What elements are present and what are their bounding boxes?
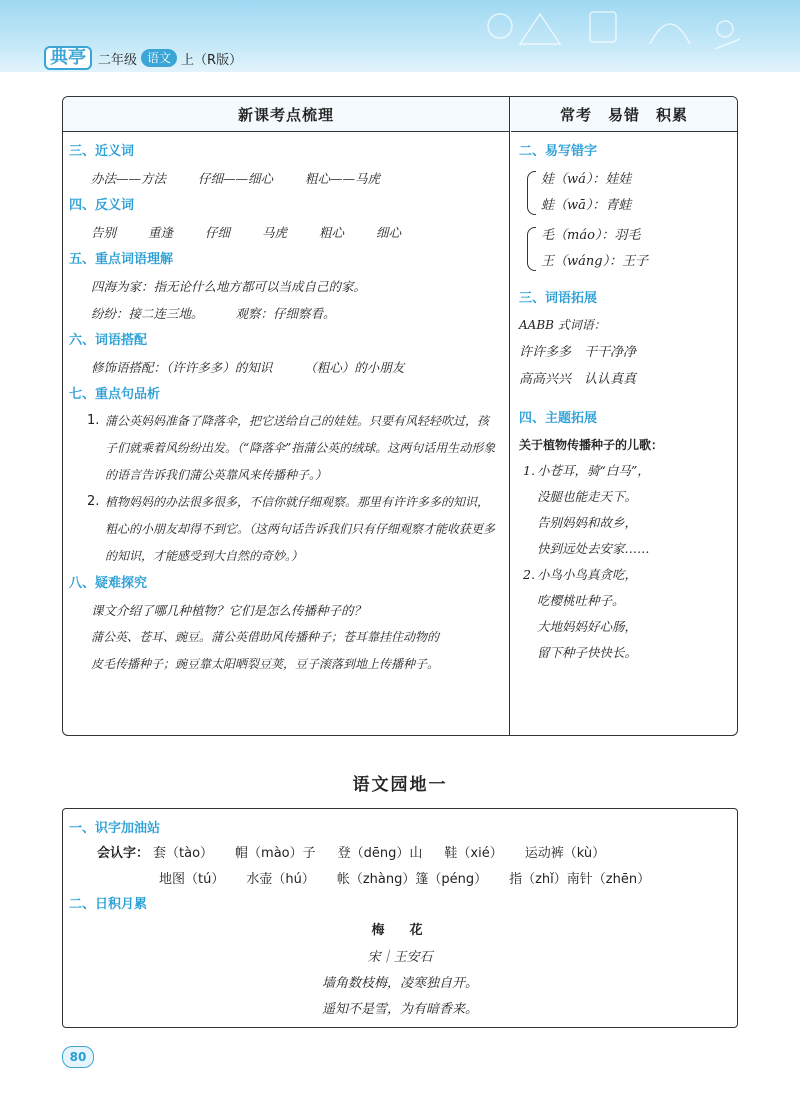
section-daily-accumulation: 二、日积月累 bbox=[69, 897, 148, 912]
char-item: 套（tào） bbox=[153, 846, 214, 861]
brace-icon bbox=[527, 171, 536, 215]
brace-icon bbox=[527, 227, 536, 271]
collocation-line bbox=[69, 354, 499, 381]
sentence-text: 蒲公英妈妈准备了降落伞，把它送给自己的娃娃。只要有风轻轻吹过，孩子们就乘着风纷纷出发。 bbox=[105, 414, 490, 455]
rhyme-line: 快到远处去安家…… bbox=[537, 541, 650, 556]
sentence-text: 植物妈妈的办法很多很多，不信你就仔细观察。那里有许许多多的知识，粗心的小朋友却得不到它。 bbox=[105, 495, 490, 536]
rhyme-text: 小鸟小鸟真贪吃， bbox=[537, 567, 638, 582]
antonym-line bbox=[69, 219, 499, 246]
item-body bbox=[105, 408, 499, 489]
antonym-word: 告别 bbox=[91, 225, 117, 240]
rhyme-line: 大地妈妈好心肠， bbox=[537, 619, 638, 634]
char-item: 帽（mào）子 bbox=[235, 846, 316, 861]
rhyme-line bbox=[519, 458, 729, 484]
collocation-entry: 修饰语搭配：（许许多多）的知识 bbox=[91, 360, 273, 375]
key-word-line bbox=[69, 300, 499, 327]
left-column-title: 新课考点梳理 bbox=[63, 97, 509, 132]
word-pattern-line: 许许多多 干干净净 bbox=[519, 345, 637, 360]
garden-box bbox=[62, 808, 738, 1028]
char-row bbox=[69, 867, 731, 893]
section-theme-expansion: 四、主题拓展 bbox=[519, 411, 598, 426]
char-item: 水壶（hú） bbox=[246, 872, 315, 887]
sentence-note: （“降落伞”指蒲公英的绒球。这两句话用生动形象的语言告诉我们蒲公英靠风来传播种子。） bbox=[105, 441, 496, 482]
char-item: 指（zhǐ）南针（zhēn） bbox=[509, 872, 651, 887]
item-body bbox=[105, 489, 499, 570]
antonym-word: 重逢 bbox=[148, 225, 174, 240]
section-collocation: 六、词语搭配 bbox=[69, 333, 148, 348]
decorative-doodles-icon bbox=[460, 4, 760, 64]
word-pattern-label: AABB 式词语： bbox=[519, 318, 606, 332]
synonym-pair: 办法——方法 bbox=[91, 171, 167, 186]
left-content bbox=[63, 132, 509, 678]
antonym-word: 细心 bbox=[376, 225, 402, 240]
edition-label: 上（R版） bbox=[181, 52, 243, 68]
char-item: 登（dēng）山 bbox=[337, 846, 423, 861]
section-literacy: 一、识字加油站 bbox=[69, 821, 161, 836]
rhyme-number: 1. bbox=[523, 463, 535, 478]
synonym-pair: 仔细——细心 bbox=[198, 171, 274, 186]
sentence-item bbox=[69, 489, 499, 570]
section-error-prone-chars: 二、易写错字 bbox=[519, 144, 598, 159]
rhyme-line bbox=[519, 562, 729, 588]
char-entry: 蛙（wā）：青蛙 bbox=[541, 198, 632, 213]
sentence-item bbox=[69, 408, 499, 489]
section-key-sentences: 七、重点句品析 bbox=[69, 387, 161, 402]
sentence-note: （这两句话告诉我们只有仔细观察才能收获更多的知识，才能感受到大自然的奇妙。） bbox=[105, 522, 496, 563]
garden-title: 语文园地一 bbox=[352, 775, 448, 795]
char-entry: 娃（wá）：娃娃 bbox=[541, 172, 632, 187]
section-key-words: 五、重点词语理解 bbox=[69, 252, 174, 267]
grade-label: 二年级 bbox=[98, 52, 138, 68]
synonym-line bbox=[69, 165, 499, 192]
synonym-pair: 粗心——马虎 bbox=[305, 171, 381, 186]
garden-content bbox=[63, 809, 737, 1023]
char-item: 地图（tú） bbox=[159, 872, 225, 887]
section-antonyms: 四、反义词 bbox=[69, 198, 135, 213]
section-word-expansion: 三、词语拓展 bbox=[519, 291, 598, 306]
key-word-entry: 观察：仔细察看。 bbox=[235, 306, 336, 321]
rhyme-line: 没腿也能走天下。 bbox=[537, 489, 638, 504]
inquiry-answer: 皮毛传播种子；豌豆靠太阳晒裂豆荚，豆子滚落到地上传播种子。 bbox=[91, 657, 440, 671]
right-column-title: 常考 易错 积累 bbox=[511, 97, 737, 132]
char-entry: 毛（máo）：羽毛 bbox=[541, 228, 641, 243]
left-column bbox=[63, 97, 510, 735]
char-entry: 王（wáng）：王子 bbox=[541, 254, 649, 269]
char-group bbox=[519, 167, 729, 219]
inquiry-question: 课文介绍了哪几种植物？它们是怎么传播种子的？ bbox=[91, 603, 367, 618]
item-number: 2. bbox=[87, 494, 100, 509]
inquiry-answer: 蒲公英、苍耳、豌豆。蒲公英借助风传播种子；苍耳靠挂住动物的 bbox=[91, 630, 440, 644]
section-inquiry: 八、疑难探究 bbox=[69, 576, 148, 591]
key-word-line: 四海为家：指无论什么地方都可以当成自己的家。 bbox=[91, 279, 367, 294]
brand-logo: 典亭 bbox=[44, 46, 92, 70]
poem-line: 墙角数枝梅，凌寒独自开。 bbox=[321, 976, 478, 991]
theme-subtitle: 关于植物传播种子的儿歌： bbox=[519, 438, 664, 452]
rhyme-line: 吃樱桃吐种子。 bbox=[537, 593, 625, 608]
review-table bbox=[62, 96, 738, 736]
antonym-word: 粗心 bbox=[319, 225, 345, 240]
book-label bbox=[98, 49, 242, 68]
item-number: 1. bbox=[87, 413, 100, 428]
antonym-word: 仔细 bbox=[205, 225, 231, 240]
key-word-entry: 纷纷：接二连三地。 bbox=[91, 306, 204, 321]
char-item: 鞋（xié） bbox=[444, 846, 503, 861]
poem-line: 遥知不是雪，为有暗香来。 bbox=[321, 1002, 478, 1017]
char-item: 帐（zhàng）篷（péng） bbox=[336, 872, 488, 887]
poem bbox=[69, 917, 731, 1023]
rhyme-number: 2. bbox=[523, 567, 535, 582]
collocation-entry: （粗心）的小朋友 bbox=[304, 360, 405, 375]
word-pattern-line: 高高兴兴 认认真真 bbox=[519, 372, 637, 387]
char-row bbox=[69, 841, 731, 867]
right-column bbox=[511, 97, 737, 735]
antonym-word: 马虎 bbox=[262, 225, 288, 240]
subject-badge: 语文 bbox=[141, 49, 177, 67]
rhyme-text: 小苍耳，骑“白马”， bbox=[537, 463, 650, 478]
section-synonyms: 三、近义词 bbox=[69, 144, 135, 159]
right-content bbox=[511, 132, 737, 666]
header-band bbox=[0, 0, 800, 78]
char-row-lead: 会认字： bbox=[97, 846, 150, 861]
page-number: 80 bbox=[62, 1046, 94, 1068]
poem-author: 宋｜王安石 bbox=[367, 950, 433, 965]
char-item: 运动裤（kù） bbox=[524, 846, 606, 861]
rhyme-line: 留下种子快快长。 bbox=[537, 645, 638, 660]
rhyme-line: 告别妈妈和故乡， bbox=[537, 515, 638, 530]
poem-title: 梅 花 bbox=[371, 923, 429, 938]
char-group bbox=[519, 223, 729, 275]
header-brand bbox=[44, 46, 242, 70]
